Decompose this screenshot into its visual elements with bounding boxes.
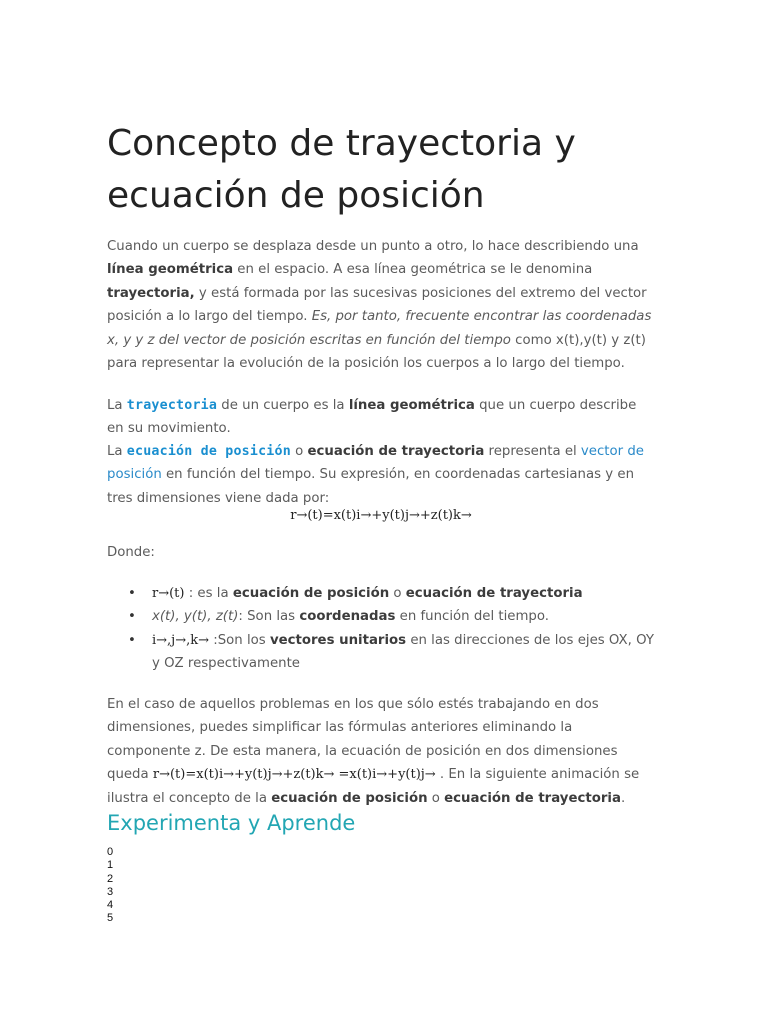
list-item: [128, 629, 655, 676]
bold-term: línea geométrica: [348, 398, 475, 413]
bold-term: ecuación de posición: [271, 790, 428, 806]
number-item: 5: [107, 912, 114, 925]
vector-posicion-link[interactable]: vector de posición: [107, 444, 644, 483]
number-item: 1: [107, 859, 114, 872]
bold-term: ecuación de trayectoria: [444, 790, 621, 806]
section-heading: Experimenta y Aprende: [107, 811, 356, 835]
highlight-term: trayectoria: [126, 398, 218, 413]
text-segment: como x(t),y(t) y z(t) para representar la evolución de la posición los cuerpos a lo largo del tiempo.: [107, 332, 646, 372]
text-segment: : Son las: [238, 609, 300, 625]
text-segment: La: [107, 398, 127, 413]
bullet-icon: •: [128, 586, 136, 601]
italic-text: x(t), y(t), z(t): [152, 609, 239, 625]
number-item: 4: [107, 899, 114, 912]
math-expression: i→,j→,k→: [152, 632, 210, 648]
bold-term: ecuación de trayectoria: [307, 444, 485, 459]
text-segment: En el caso de aquellos problemas en los que sólo estés trabajando en dos dimensiones, puedes simplificar las fórmulas anteriores eliminando la componente z. De esta manera, la ecuación de posición en dos dimensiones queda: [107, 697, 618, 783]
bold-term: vectores unitarios: [269, 632, 407, 648]
bold-term: coordenadas: [299, 609, 396, 625]
number-item: 2: [107, 872, 114, 885]
text-segment: representa el: [484, 444, 581, 459]
text-segment: o: [427, 790, 445, 806]
number-item: 0: [107, 846, 114, 858]
text-segment: o: [389, 586, 406, 601]
highlight-term: ecuación de posición: [126, 444, 291, 459]
text-segment: La: [107, 444, 127, 459]
math-expression: r→(t): [152, 586, 185, 601]
definition-ecuacion: [107, 440, 655, 510]
bullet-icon: •: [128, 609, 136, 625]
number-item: 3: [107, 885, 114, 898]
position-equation: r→(t)=x(t)i→+y(t)j→+z(t)k→: [290, 508, 472, 523]
text-segment: que un cuerpo describe en su movimiento.: [107, 398, 637, 437]
list-item: [128, 582, 655, 605]
bold-term: ecuación de posición: [232, 586, 390, 601]
text-segment: o: [290, 444, 308, 459]
text-segment: en las direcciones de los ejes OX, OY y OZ respectivamente: [152, 632, 654, 672]
bullet-icon: •: [128, 632, 136, 648]
bold-term: trayectoria,: [107, 285, 195, 301]
bold-term: ecuación de trayectoria: [405, 586, 583, 601]
page-title: Concepto de trayectoria y ecuación de posición: [107, 123, 576, 216]
text-segment: de un cuerpo es la: [217, 398, 349, 413]
list-item: [128, 605, 655, 628]
definition-trayectoria: [107, 394, 655, 441]
text-segment: en función del tiempo.: [395, 609, 549, 625]
text-segment: .: [620, 790, 626, 806]
two-dimensions-paragraph: [107, 693, 655, 810]
text-segment: :Son los: [209, 632, 270, 648]
text-segment: : es la: [184, 586, 233, 601]
text-segment: en el espacio. A esa línea geométrica se le denomina: [233, 262, 593, 278]
number-list: [107, 846, 113, 926]
text-segment: Cuando un cuerpo se desplaza desde un punto a otro, lo hace describiendo una: [107, 239, 639, 254]
text-segment: en función del tiempo. Su expresión, en coordenadas cartesianas y en tres dimensiones viene dada por:: [107, 467, 634, 506]
intro-paragraph: [107, 235, 655, 375]
text-segment: . En la siguiente animación se ilustra el concepto de la: [107, 767, 640, 806]
donde-label: Donde:: [107, 545, 155, 560]
math-expression: r→(t)=x(t)i→+y(t)j→+z(t)k→ =x(t)i→+y(t)j→: [152, 767, 436, 783]
definitions-list: [107, 582, 655, 676]
bold-term: línea geométrica: [107, 262, 234, 278]
text-segment: y está formada por las sucesivas posiciones del extremo del vector posición a lo largo del tiempo.: [107, 285, 647, 325]
italic-text: Es, por tanto, frecuente encontrar las coordenadas x, y y z del vector de posición escritas en función del tiempo: [107, 309, 652, 348]
